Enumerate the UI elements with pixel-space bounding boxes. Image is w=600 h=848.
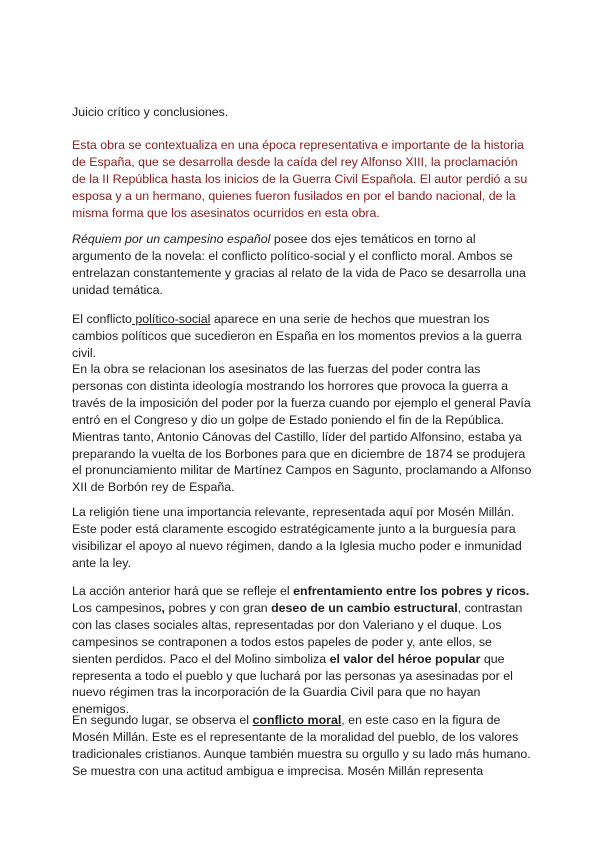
emphasis-moral-conflict: conflicto moral — [252, 713, 342, 727]
religion-paragraph: La religión tiene una importancia relevante, representada aquí por Mosén Millán. Este poder está claramente escogido estratégicamente junto a la burguesía para visibilizar el apoyo al nuevo régimen, dando a la Iglesia mucho poder e inmunidad ante la ley. — [72, 505, 522, 570]
social-text-2: Los campesinos — [72, 600, 162, 615]
moral-text-2: , en este caso en la figura de Mosén Millán. Este es el representante de la moralidad del pueblo, de los valores tradicionales cristianos. Aunque también muestra su orgullo y su lado más humano. Se muestra con una actitud ambigua e imprecisa. Mosén Millán representa — [72, 713, 531, 778]
work-title: Réquiem por un campesino español — [72, 232, 271, 246]
context-paragraph: Esta obra se contextualiza en una época representativa e importante de la historia de España, que se desarrolla desde la caída del rey Alfonso XIII, la proclamación de la II República hasta los inicios de la Guerra Civil Española. El autor perdió a su esposa y a un hermano, quienes fueron fusilados en por el bando nacional, de la misma forma que los asesinatos ocurridos en esta obra. — [72, 138, 528, 220]
historical-context-paragraph: En la obra se relacionan los asesinatos de las fuerzas del poder contra las personas con distinta ideología mostrando los horrores que provoca la guerra a través de la imposición del poder por la fuerza cuando por ejemplo el general Pavía entró en el Congreso y dio un golpe de Estado poniendo el fin de la República. Mientras tanto, Antonio Cánovas del Castillo, líder del partido Alfonsino, estaba ya preparando la vuelta de los Borbones para que en diciembre de 1874 se produjera el pronunciamiento militar de Martínez Campos en Sagunto, proclamando a Alfonso XII de Borbón rey de España. — [72, 362, 532, 495]
emphasis-popular-hero: el valor del héroe popular — [329, 651, 481, 666]
social-conflict-paragraph — [72, 583, 532, 718]
social-text-3: pobres y con gran — [165, 600, 272, 615]
moral-conflict-paragraph — [72, 712, 532, 780]
social-text-1: La acción anterior hará que se refleje el — [72, 584, 294, 598]
themes-paragraph — [72, 231, 532, 299]
social-text-4: , contrastan con las clases sociales altas, representadas por don Valeriano y el duque. Los campesinos se contraponen a todos estos papeles de poder y, ante ellos, se sienten perdidos. Paco el del Molino simboliza — [72, 600, 523, 666]
political-conflict-paragraph — [72, 311, 532, 362]
moral-text-1: En segundo lugar, se observa el — [72, 713, 253, 727]
emphasis-structural-change: deseo de un cambio estructural — [271, 600, 458, 615]
emphasis-rich-poor: enfrentamiento entre los pobres y ricos. — [293, 584, 530, 598]
page-title: Juicio crítico y conclusiones. — [72, 105, 229, 119]
themes-text: posee dos ejes temáticos en torno al argumento de la novela: el conflicto político-social y el conflicto moral. Ambos se entrelazan constantemente y gracias al relato de la vida de Paco se desarrolla una unidad temática. — [72, 232, 526, 297]
social-text-5: que representa a todo el pueblo y que luchará por las personas ya asesinadas por el nuevo régimen tras la incorporación de la Guardia Civil para que no hayan enemigos. — [72, 651, 513, 717]
political-conflict-text: aparece en una serie de hechos que muestran los cambios políticos que sucedieron en España en los momentos previos a la guerra civil. — [72, 312, 522, 360]
emphasis-comma: , — [161, 600, 165, 615]
political-conflict-lead: El conflicto — [72, 312, 132, 326]
political-social-term: político-social — [131, 312, 211, 326]
